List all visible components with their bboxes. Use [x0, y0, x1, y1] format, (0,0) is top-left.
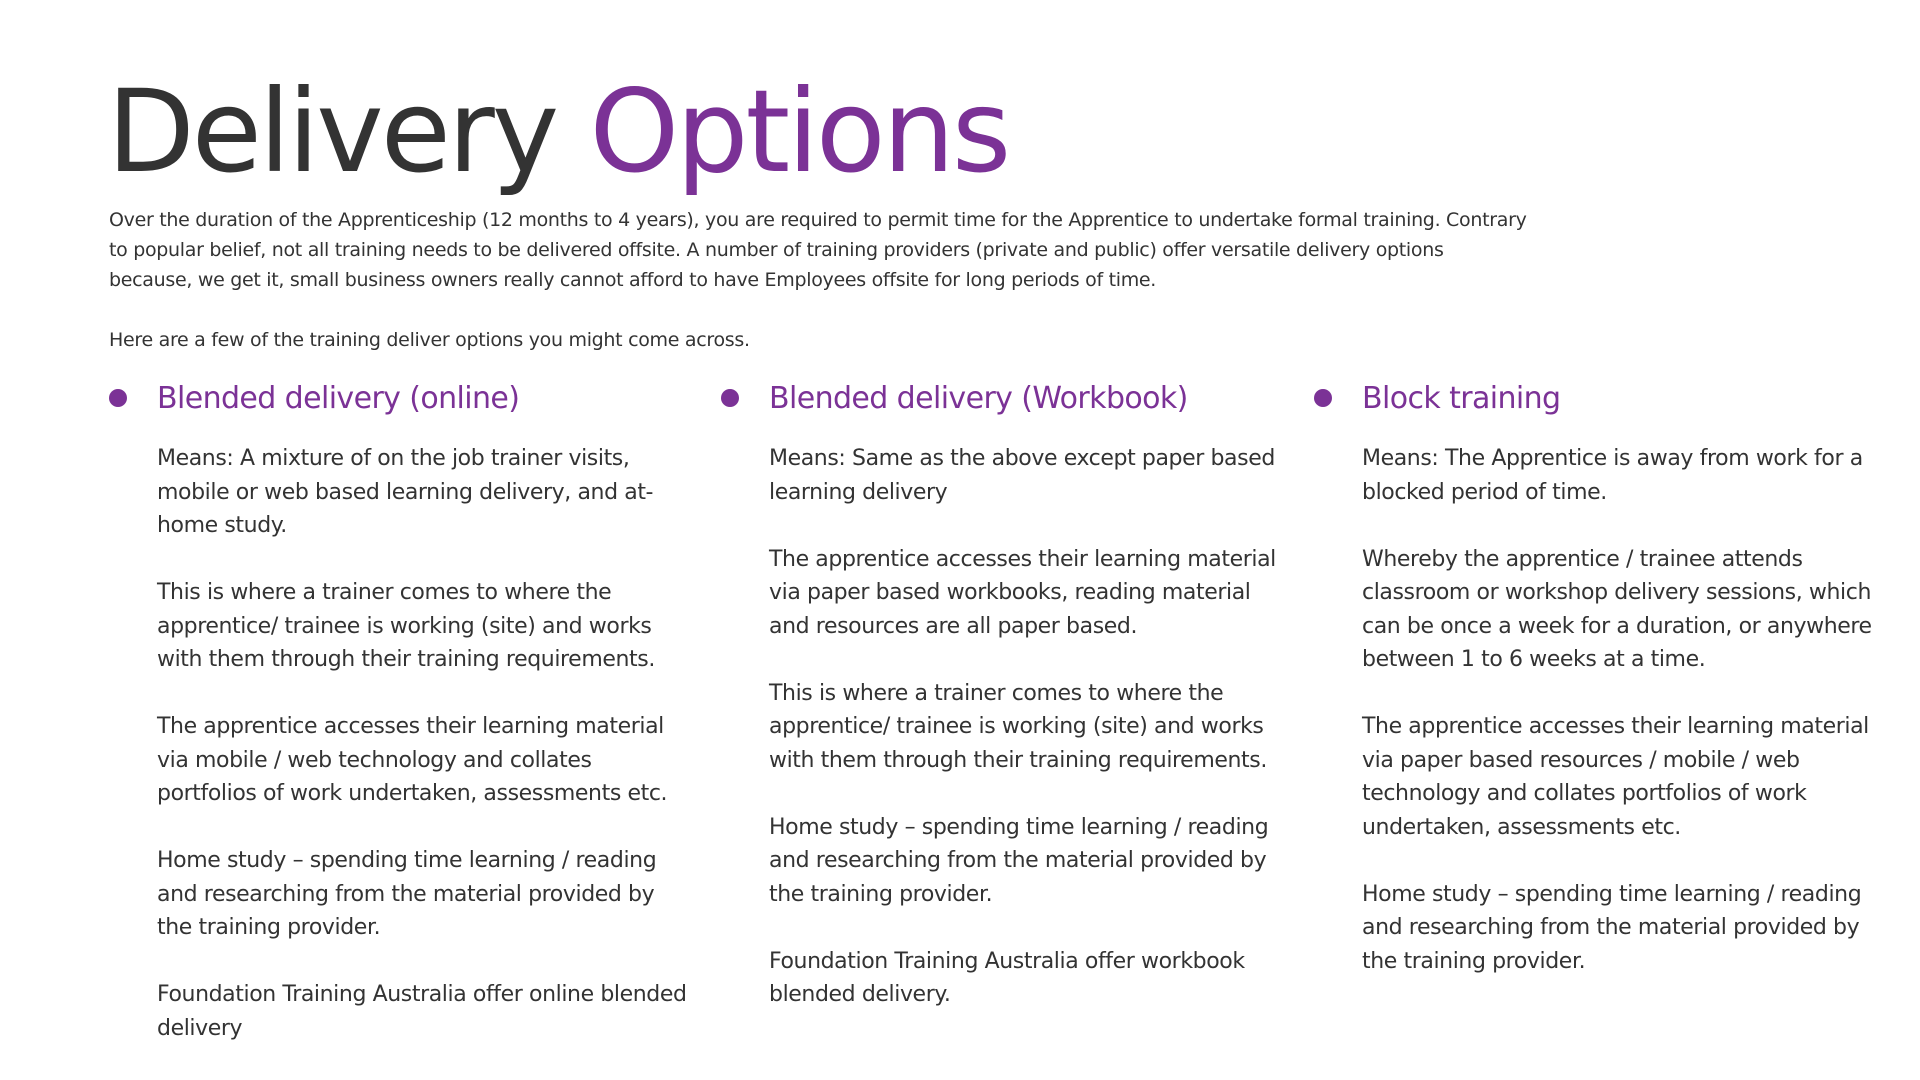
page-title [107, 58, 1008, 206]
option-body [769, 442, 1279, 1012]
option-column-blended-workbook [721, 376, 1301, 1012]
option-title: Block training [1362, 380, 1561, 416]
option-heading [1314, 376, 1904, 420]
intro-lead: Here are a few of the training deliver options you might come across. [109, 329, 750, 351]
bullet-dot-icon [721, 389, 739, 407]
title-part-accent: Options [589, 65, 1009, 198]
option-paragraph: This is where a trainer comes to where the apprentice/ trainee is working (site) and works with them through their training requirements. [157, 580, 655, 672]
option-title: Blended delivery (Workbook) [769, 380, 1188, 416]
option-heading [721, 376, 1301, 420]
option-paragraph: The apprentice accesses their learning material via paper based workbooks, reading material and resources are all paper based. [769, 546, 1276, 639]
option-paragraph: The apprentice accesses their learning material via paper based resources / mobile / web technology and collates portfolios of work undertaken, assessments etc. [1362, 714, 1869, 840]
title-part-dark: Delivery [107, 65, 557, 198]
bullet-dot-icon [109, 389, 127, 407]
intro-paragraph: Over the duration of the Apprenticeship (12 months to 4 years), you are required to permit time for the Apprentice to undertake formal training. Contrary to popular belief, not all training needs to be delivered offsite. A number of training providers (private and public) offer versatile delivery options because, we get it, small business owners really cannot afford to have Employees offsite for long periods of time. [109, 209, 1527, 291]
option-column-block-training [1314, 376, 1904, 978]
bullet-dot-icon [1314, 389, 1332, 407]
option-body [1362, 442, 1892, 978]
option-paragraph: Means: A mixture of on the job trainer visits, mobile or web based learning delivery, and at-home study. [157, 446, 654, 538]
option-paragraph: Means: Same as the above except paper based learning delivery [769, 446, 1275, 505]
option-paragraph: Home study – spending time learning / reading and researching from the material provided by the training provider. [1362, 881, 1862, 974]
option-title: Blended delivery (online) [157, 380, 520, 416]
option-paragraph: The apprentice accesses their learning material via mobile / web technology and collates portfolios of work undertaken, assessments etc. [157, 714, 668, 806]
option-paragraph: Home study – spending time learning / reading and researching from the material provided by the training provider. [157, 848, 657, 940]
option-paragraph: Means: The Apprentice is away from work for a blocked period of time. [1362, 446, 1863, 505]
intro-text [109, 205, 1529, 355]
option-paragraph: This is where a trainer comes to where the apprentice/ trainee is working (site) and works with them through their training requirements. [769, 680, 1267, 773]
option-column-blended-online [109, 376, 689, 1045]
option-paragraph: Foundation Training Australia offer workbook blended delivery. [769, 948, 1245, 1007]
option-paragraph: Home study – spending time learning / reading and researching from the material provided by the training provider. [769, 814, 1269, 907]
option-paragraph: Foundation Training Australia offer online blended delivery [157, 982, 687, 1041]
option-body [157, 442, 687, 1045]
option-paragraph: Whereby the apprentice / trainee attends classroom or workshop delivery sessions, which can be once a week for a duration, or anywhere between 1 to 6 weeks at a time. [1362, 546, 1872, 672]
option-heading [109, 376, 689, 420]
